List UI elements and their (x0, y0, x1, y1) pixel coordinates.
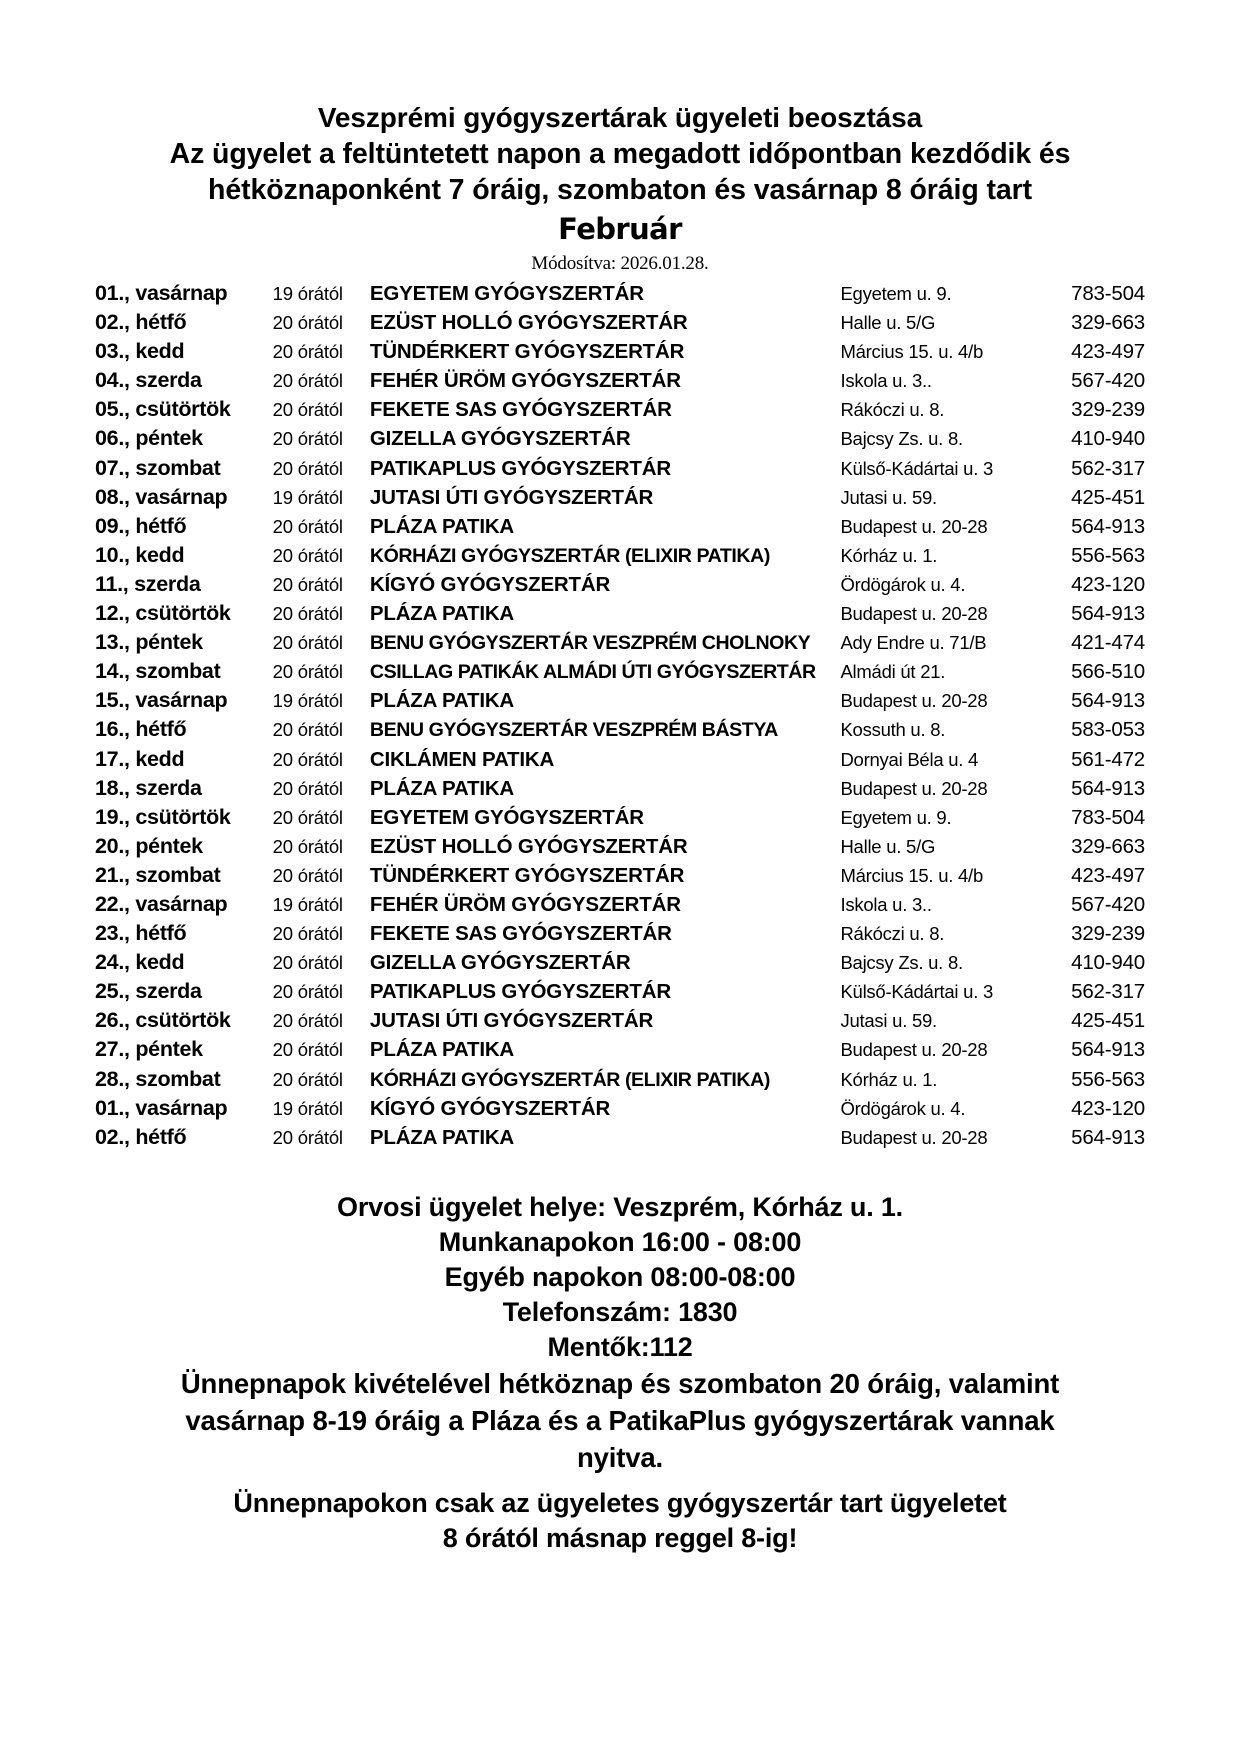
month-heading: Február (558, 212, 682, 246)
table-row (95, 747, 1145, 776)
duty-phone: Telefonszám: 1830 (502, 1296, 738, 1327)
pharmacy-phone: 564-913 (1071, 1038, 1145, 1062)
duty-date: 01., vasárnap (95, 281, 228, 305)
pharmacy-phone: 423-120 (1071, 572, 1145, 596)
notice-line-2: vasárnap 8-19 óráig a Pláza és a PatikaPlus gyógyszertárak vannak (185, 1404, 1055, 1436)
duty-date: 24., kedd (95, 950, 185, 975)
pharmacy-name: EGYETEM GYÓGYSZERTÁR (369, 282, 644, 305)
pharmacy-name: PLÁZA PATIKA (369, 1038, 515, 1062)
duty-date: 26., csütörtök (95, 1008, 231, 1033)
table-row (95, 950, 1145, 979)
pharmacy-phone: 783-504 (1071, 805, 1145, 829)
pharmacy-address: Halle u. 5/G (840, 835, 936, 857)
pharmacy-address: Ady Endre u. 71/B (840, 632, 987, 654)
pharmacy-name: JUTASI ÚTI GYÓGYSZERTÁR (369, 1009, 654, 1033)
pharmacy-address: Jutasi u. 59. (840, 486, 937, 508)
duty-date: 25., szerda (95, 979, 202, 1004)
duty-date: 21., szombat (95, 862, 221, 887)
pharmacy-name: KÍGYÓ GYÓGYSZERTÁR (369, 1096, 611, 1120)
duty-date: 23., hétfő (95, 921, 187, 946)
duty-date: 08., vasárnap (95, 484, 228, 509)
table-row (95, 979, 1145, 1008)
duty-date: 11., szerda (95, 571, 201, 596)
pharmacy-address: Rákóczi u. 8. (840, 399, 945, 421)
notice-line-1: Ünnepnapok kivételével hétköznap és szombaton 20 óráig, valamint (180, 1367, 1060, 1399)
document-header (95, 100, 1145, 248)
duty-start-time: 20 órától (272, 515, 343, 537)
table-row (95, 310, 1145, 339)
duty-date: 03., kedd (95, 339, 185, 364)
pharmacy-phone: 425-451 (1071, 1009, 1145, 1033)
table-row (95, 1125, 1145, 1154)
pharmacy-name: KÓRHÁZI GYÓGYSZERTÁR (ELIXIR PATIKA) (369, 544, 770, 567)
pharmacy-phone: 562-317 (1071, 456, 1145, 480)
pharmacy-phone: 423-497 (1071, 863, 1145, 887)
table-row (95, 1067, 1145, 1096)
holiday-line-2: 8 órától másnap reggel 8-ig! (442, 1522, 798, 1553)
duty-start-time: 20 órától (272, 544, 343, 566)
pharmacy-name: PLÁZA PATIKA (369, 776, 515, 800)
pharmacy-phone: 564-913 (1071, 776, 1145, 800)
table-row (95, 601, 1145, 630)
duty-start-time: 20 órától (272, 923, 343, 945)
pharmacy-name: PLÁZA PATIKA (369, 689, 515, 713)
pharmacy-name: GIZELLA GYÓGYSZERTÁR (369, 427, 631, 451)
pharmacy-address: Budapest u. 20-28 (840, 1126, 988, 1148)
duty-start-time: 19 órától (272, 690, 343, 712)
duty-start-time: 20 órától (272, 1126, 343, 1148)
pharmacy-name: GIZELLA GYÓGYSZERTÁR (369, 951, 631, 975)
duty-date: 02., hétfő (95, 1124, 187, 1149)
table-row (95, 543, 1145, 572)
pharmacy-name: KÓRHÁZI GYÓGYSZERTÁR (ELIXIR PATIKA) (369, 1068, 770, 1091)
pharmacy-address: Budapest u. 20-28 (840, 603, 988, 625)
pharmacy-address: Budapest u. 20-28 (840, 777, 988, 799)
footer-spacer (95, 1476, 1145, 1486)
last-modified-note: Módosítva: 2026.01.28. (531, 253, 709, 274)
pharmacy-address: Külső-Kádártai u. 3 (840, 457, 994, 479)
pharmacy-phone: 556-563 (1071, 1067, 1145, 1091)
duty-start-time: 20 órától (272, 1039, 343, 1061)
pharmacy-phone: 583-053 (1071, 718, 1145, 742)
table-row (95, 1008, 1145, 1037)
duty-start-time: 19 órától (272, 1097, 343, 1119)
pharmacy-phone: 564-913 (1071, 689, 1145, 713)
pharmacy-duty-table-body (95, 281, 1145, 1154)
table-row (95, 368, 1145, 397)
table-row (95, 339, 1145, 368)
pharmacy-phone: 410-940 (1071, 951, 1145, 975)
duty-start-time: 20 órától (272, 952, 343, 974)
pharmacy-address: Ördögárok u. 4. (840, 1097, 966, 1119)
duty-start-time: 20 órától (272, 370, 343, 392)
pharmacy-address: Bajcsy Zs. u. 8. (840, 428, 963, 450)
pharmacy-name: FEKETE SAS GYÓGYSZERTÁR (369, 922, 672, 946)
pharmacy-name: FEHÉR ÜRÖM GYÓGYSZERTÁR (369, 369, 681, 393)
duty-date: 15., vasárnap (95, 688, 228, 713)
pharmacy-address: Kórház u. 1. (840, 544, 938, 566)
pharmacy-name: TÜNDÉRKERT GYÓGYSZERTÁR (369, 340, 685, 364)
title-line-3: hétköznaponként 7 óráig, szombaton és vasárnap 8 óráig tart (208, 174, 1032, 206)
pharmacy-phone: 410-940 (1071, 427, 1145, 451)
pharmacy-phone: 564-913 (1071, 1125, 1145, 1149)
table-row (95, 456, 1145, 485)
duty-start-time: 20 órától (272, 312, 343, 334)
table-row (95, 776, 1145, 805)
duty-date: 20., péntek (95, 833, 203, 858)
pharmacy-name: BENU GYÓGYSZERTÁR VESZPRÉM BÁSTYA (369, 719, 778, 742)
duty-date: 13., péntek (95, 630, 203, 655)
pharmacy-phone: 423-497 (1071, 340, 1145, 364)
pharmacy-phone: 564-913 (1071, 602, 1145, 626)
pharmacy-phone: 425-451 (1071, 485, 1145, 509)
pharmacy-name: PLÁZA PATIKA (369, 514, 515, 538)
pharmacy-phone: 567-420 (1071, 369, 1145, 393)
duty-date: 18., szerda (95, 775, 202, 800)
table-row (95, 1096, 1145, 1125)
pharmacy-name: EZÜST HOLLÓ GYÓGYSZERTÁR (369, 311, 688, 335)
duty-start-time: 19 órától (272, 893, 343, 915)
pharmacy-address: Bajcsy Zs. u. 8. (840, 952, 963, 974)
table-row (95, 892, 1145, 921)
duty-date: 10., kedd (95, 542, 185, 567)
pharmacy-phone: 556-563 (1071, 543, 1145, 567)
table-row (95, 514, 1145, 543)
duty-date: 07., szombat (95, 455, 221, 480)
pharmacy-address: Budapest u. 20-28 (840, 690, 988, 712)
table-row (95, 688, 1145, 717)
pharmacy-name: BENU GYÓGYSZERTÁR VESZPRÉM CHOLNOKY (369, 632, 811, 655)
other-day-hours: Egyéb napokon 08:00-08:00 (444, 1261, 796, 1292)
pharmacy-name: PLÁZA PATIKA (369, 602, 515, 626)
table-row (95, 1037, 1145, 1066)
duty-start-time: 20 órától (272, 1068, 343, 1090)
pharmacy-phone: 564-913 (1071, 514, 1145, 538)
pharmacy-duty-table (95, 281, 1145, 1154)
duty-date: 02., hétfő (95, 310, 187, 335)
pharmacy-address: Külső-Kádártai u. 3 (840, 981, 994, 1003)
table-row (95, 659, 1145, 688)
duty-start-time: 20 órától (272, 719, 343, 741)
duty-start-time: 20 órától (272, 748, 343, 770)
duty-date: 12., csütörtök (95, 601, 231, 626)
pharmacy-name: FEHÉR ÜRÖM GYÓGYSZERTÁR (369, 892, 681, 916)
pharmacy-address: Kossuth u. 8. (840, 719, 946, 741)
duty-date: 09., hétfő (95, 513, 187, 538)
duty-date: 27., péntek (95, 1037, 203, 1062)
pharmacy-address: Március 15. u. 4/b (840, 341, 983, 363)
pharmacy-name: EZÜST HOLLÓ GYÓGYSZERTÁR (369, 834, 688, 858)
table-row (95, 572, 1145, 601)
duty-date: 04., szerda (95, 368, 202, 393)
ambulance-phone: Mentők:112 (547, 1331, 693, 1362)
pharmacy-address: Ördögárok u. 4. (840, 573, 966, 595)
pharmacy-name: PATIKAPLUS GYÓGYSZERTÁR (369, 456, 671, 480)
duty-start-time: 20 órától (272, 1010, 343, 1032)
duty-date: 28., szombat (95, 1066, 221, 1091)
pharmacy-phone: 562-317 (1071, 980, 1145, 1004)
pharmacy-phone: 421-474 (1071, 631, 1145, 655)
duty-start-time: 20 órától (272, 399, 343, 421)
document-footer (95, 1190, 1145, 1556)
pharmacy-name: KÍGYÓ GYÓGYSZERTÁR (369, 572, 611, 596)
pharmacy-name: EGYETEM GYÓGYSZERTÁR (369, 805, 644, 829)
table-row (95, 281, 1145, 310)
notice-line-3: nyitva. (576, 1441, 664, 1473)
table-row (95, 485, 1145, 514)
table-row (95, 717, 1145, 746)
pharmacy-address: Rákóczi u. 8. (840, 923, 945, 945)
pharmacy-name: CSILLAG PATIKÁK ALMÁDI ÚTI GYÓGYSZERTÁR (369, 661, 816, 684)
duty-start-time: 20 órától (272, 457, 343, 479)
pharmacy-address: Budapest u. 20-28 (840, 515, 988, 537)
pharmacy-phone: 329-663 (1071, 834, 1145, 858)
duty-start-time: 20 órától (272, 573, 343, 595)
table-row (95, 426, 1145, 455)
pharmacy-name: JUTASI ÚTI GYÓGYSZERTÁR (369, 485, 654, 509)
pharmacy-phone: 329-239 (1071, 398, 1145, 422)
pharmacy-address: Kórház u. 1. (840, 1068, 938, 1090)
duty-date: 17., kedd (95, 746, 185, 771)
duty-date: 22., vasárnap (95, 891, 228, 916)
title-line-1: Veszprémi gyógyszertárak ügyeleti beosztása (317, 102, 923, 133)
table-row (95, 863, 1145, 892)
pharmacy-name: FEKETE SAS GYÓGYSZERTÁR (369, 398, 672, 422)
pharmacy-address: Egyetem u. 9. (840, 283, 952, 304)
title-line-2: Az ügyelet a feltüntetett napon a megadott időpontban kezdődik és (169, 138, 1071, 170)
pharmacy-phone: 566-510 (1071, 660, 1145, 684)
pharmacy-address: Március 15. u. 4/b (840, 864, 983, 886)
table-row (95, 630, 1145, 659)
pharmacy-phone: 561-472 (1071, 747, 1145, 771)
duty-date: 01., vasárnap (95, 1095, 228, 1120)
table-row (95, 834, 1145, 863)
pharmacy-phone: 329-239 (1071, 922, 1145, 946)
duty-start-time: 20 órától (272, 428, 343, 450)
pharmacy-name: TÜNDÉRKERT GYÓGYSZERTÁR (369, 863, 685, 887)
pharmacy-phone: 423-120 (1071, 1096, 1145, 1120)
duty-start-time: 20 órától (272, 632, 343, 654)
table-row (95, 805, 1145, 834)
duty-start-time: 20 órától (272, 981, 343, 1003)
table-row (95, 921, 1145, 950)
duty-start-time: 19 órától (272, 486, 343, 508)
holiday-line-1: Ünnepnapokon csak az ügyeletes gyógyszertár tart ügyeletet (233, 1487, 1007, 1518)
pharmacy-phone: 783-504 (1071, 282, 1145, 305)
duty-date: 14., szombat (95, 659, 221, 684)
pharmacy-address: Almádi út 21. (840, 661, 946, 683)
duty-start-time: 19 órától (272, 283, 343, 304)
duty-date: 16., hétfő (95, 717, 187, 742)
duty-start-time: 20 órától (272, 341, 343, 363)
pharmacy-address: Iskola u. 3.. (840, 370, 932, 392)
duty-date: 05., csütörtök (95, 397, 231, 422)
pharmacy-name: PLÁZA PATIKA (369, 1125, 515, 1149)
pharmacy-address: Halle u. 5/G (840, 312, 936, 334)
pharmacy-name: PATIKAPLUS GYÓGYSZERTÁR (369, 980, 671, 1004)
pharmacy-address: Jutasi u. 59. (840, 1010, 937, 1032)
pharmacy-address: Egyetem u. 9. (840, 806, 952, 828)
duty-date: 06., péntek (95, 426, 203, 451)
duty-start-time: 20 órától (272, 864, 343, 886)
pharmacy-name: CIKLÁMEN PATIKA (369, 747, 555, 771)
duty-start-time: 20 órától (272, 806, 343, 828)
pharmacy-address: Budapest u. 20-28 (840, 1039, 988, 1061)
table-row (95, 397, 1145, 426)
duty-location: Orvosi ügyelet helye: Veszprém, Kórház u. 1. (337, 1191, 903, 1222)
duty-start-time: 20 órától (272, 661, 343, 683)
duty-start-time: 20 órától (272, 835, 343, 857)
weekday-hours: Munkanapokon 16:00 - 08:00 (438, 1226, 802, 1257)
pharmacy-address: Iskola u. 3.. (840, 893, 932, 915)
duty-date: 19., csütörtök (95, 804, 231, 829)
duty-start-time: 20 órától (272, 777, 343, 799)
pharmacy-phone: 567-420 (1071, 892, 1145, 916)
pharmacy-address: Dornyai Béla u. 4 (840, 748, 979, 770)
duty-start-time: 20 órától (272, 603, 343, 625)
pharmacy-phone: 329-663 (1071, 311, 1145, 335)
